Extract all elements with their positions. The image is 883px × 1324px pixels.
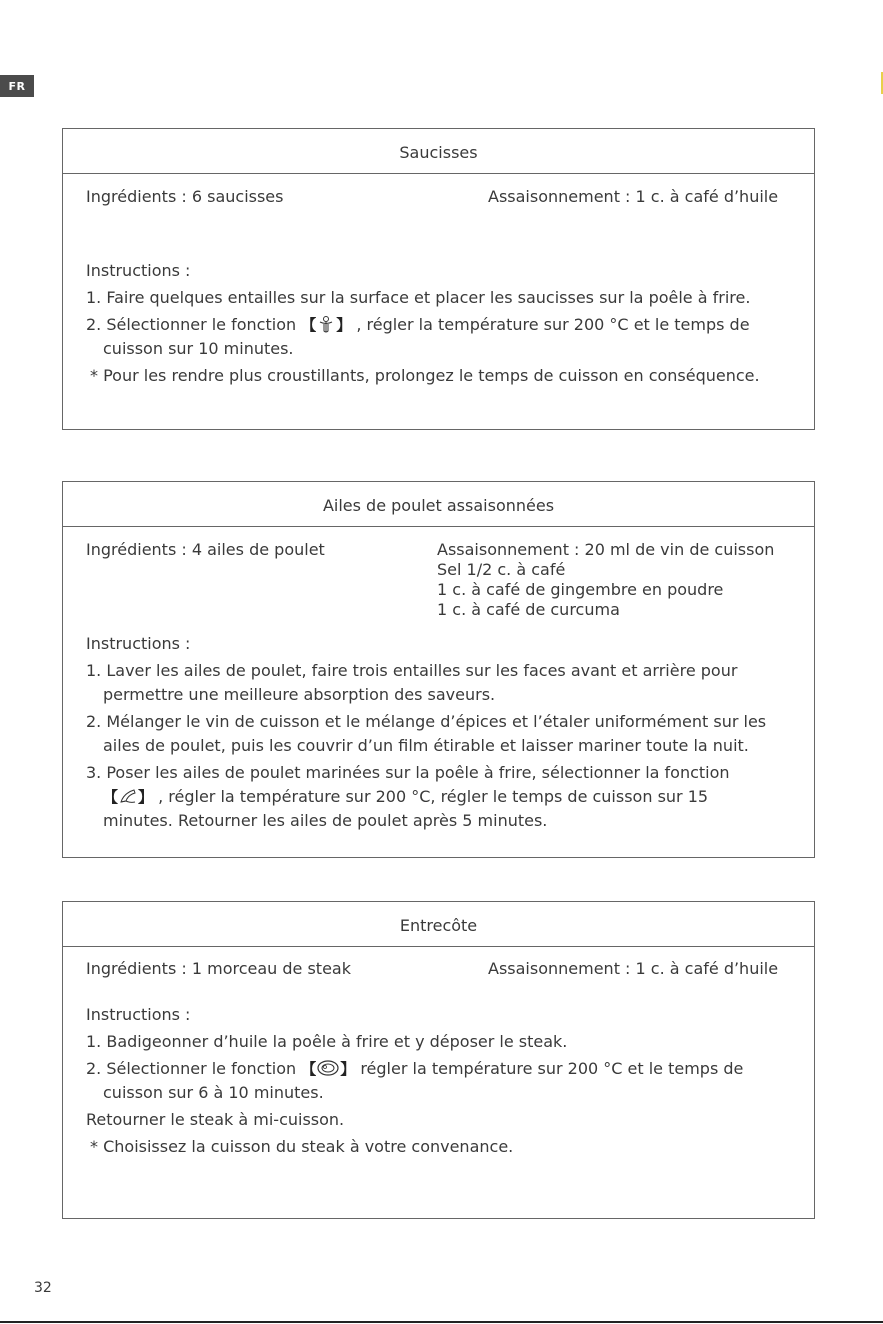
seasoning-text: Assaisonnement : 1 c. à café d’huile: [488, 959, 779, 978]
recipe-title: Ailes de poulet assaisonnées: [63, 482, 814, 527]
recipe-title: Entrecôte: [63, 902, 814, 947]
instructions-title: Instructions :: [86, 261, 191, 280]
bottom-rule: [0, 1321, 883, 1323]
ingredients-text: Ingrédients : 1 morceau de steak: [86, 959, 351, 978]
ingredients-text: Ingrédients : 4 ailes de poulet: [86, 540, 325, 559]
instruction-step-continued: cuisson sur 10 minutes.: [103, 339, 294, 358]
recipe-card-ailes-de-poulet: [62, 481, 815, 858]
instruction-step: 2. Mélanger le vin de cuisson et le mélange d’épices et l’étaler uniformément sur les: [86, 712, 767, 731]
instruction-step: 1. Badigeonner d’huile la poêle à frire et y déposer le steak.: [86, 1032, 568, 1051]
recipe-title: Saucisses: [63, 129, 814, 174]
instruction-step: 1. Faire quelques entailles sur la surface et placer les saucisses sur la poêle à frire.: [86, 288, 751, 307]
recipe-note: * Pour les rendre plus croustillants, prolongez le temps de cuisson en conséquence.: [90, 366, 760, 385]
instruction-step-continued: minutes. Retourner les ailes de poulet après 5 minutes.: [103, 811, 548, 830]
instruction-step: 1. Laver les ailes de poulet, faire trois entailles sur les faces avant et arrière pour: [86, 661, 738, 680]
instructions-title: Instructions :: [86, 1005, 191, 1024]
recipe-card-entrecote: [62, 901, 815, 1219]
instructions-title: Instructions :: [86, 634, 191, 653]
chicken-wing-icon: [118, 787, 138, 805]
ingredients-text: Ingrédients : 6 saucisses: [86, 187, 284, 206]
instruction-step-continued: permettre une meilleure absorption des saveurs.: [103, 685, 496, 704]
instruction-step-continued: cuisson sur 6 à 10 minutes.: [103, 1083, 324, 1102]
instruction-step: Retourner le steak à mi-cuisson.: [86, 1110, 345, 1129]
instruction-step: 2. Sélectionner le fonction 【 】 régler la température sur 200 °C et le temps de: [86, 1059, 744, 1078]
sausage-icon: [316, 315, 336, 333]
seasoning-text: Assaisonnement : 1 c. à café d’huile: [488, 187, 779, 206]
recipe-note: * Choisissez la cuisson du steak à votre convenance.: [90, 1137, 514, 1156]
instruction-step-continued: 【 】 , régler la température sur 200 °C, régler le temps de cuisson sur 15: [103, 787, 709, 806]
instruction-step-continued: ailes de poulet, puis les couvrir d’un film étirable et laisser mariner toute la nuit.: [103, 736, 749, 755]
seasoning-list: Assaisonnement : 20 ml de vin de cuisson Sel 1/2 c. à café 1 c. à café de gingembre en poudre 1 c. à café de curcuma: [437, 540, 775, 619]
page-number: 32: [34, 1280, 52, 1296]
recipe-card-saucisses: [62, 128, 815, 430]
steak-icon: [316, 1059, 340, 1077]
instruction-step: 3. Poser les ailes de poulet marinées sur la poêle à frire, sélectionner la fonction: [86, 763, 730, 782]
instruction-step: 2. Sélectionner le fonction 【 】 , régler la température sur 200 °C et le temps de: [86, 315, 750, 334]
language-tab: FR: [0, 75, 34, 97]
